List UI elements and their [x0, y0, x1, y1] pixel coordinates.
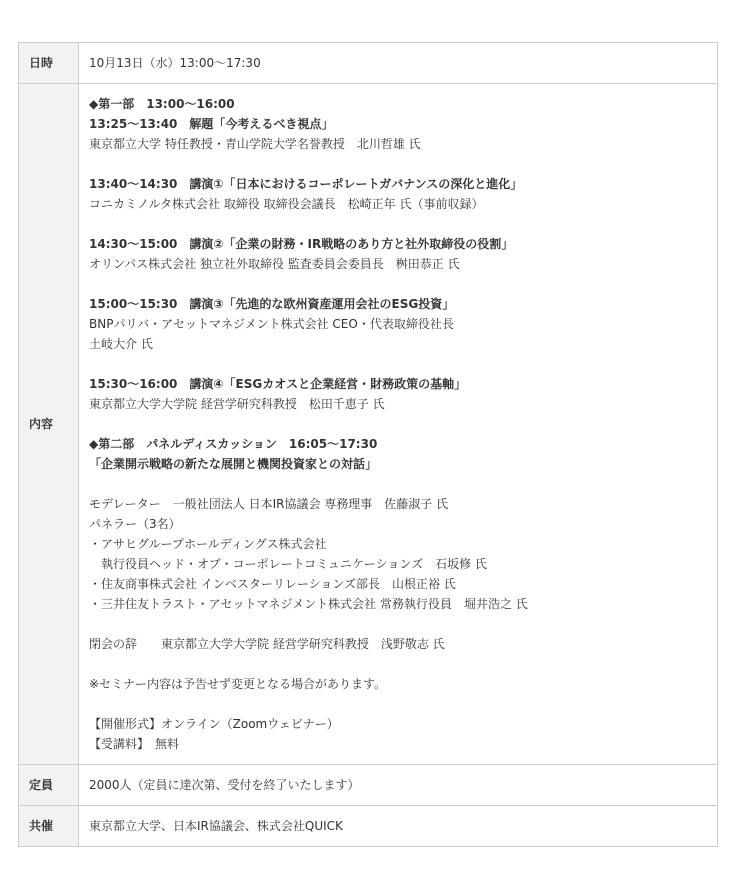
content-spacer	[89, 414, 717, 434]
datetime-value: 10月13日（水）13:00〜17:30	[79, 43, 718, 84]
content-body	[79, 84, 718, 765]
content-line: ・住友商事株式会社 インベスターリレーションズ部長 山根正裕 氏	[89, 577, 456, 591]
content-line: 14:30〜15:00 講演②「企業の財務・IR戦略のあり方と社外取締役の役割」	[89, 237, 514, 251]
host-value: 東京都立大学、日本IR協議会、株式会社QUICK	[79, 806, 718, 847]
content-line: 13:25〜13:40 解題「今考えるべき視点」	[89, 117, 334, 131]
content-line: 執行役員ヘッド・オブ・コーポレートコミュニケーションズ 石坂修 氏	[89, 557, 487, 571]
content-spacer	[89, 654, 717, 674]
content-line: ◆第一部 13:00〜16:00	[89, 97, 235, 111]
content-spacer	[89, 154, 717, 174]
content-line: 「企業開示戦略の新たな展開と機関投資家との対話」	[89, 457, 378, 471]
content-line: パネラー（3名）	[89, 517, 181, 531]
datetime-label: 日時	[19, 43, 79, 84]
content-line: 東京都立大学大学院 経営学研究科教授 松田千恵子 氏	[89, 397, 385, 411]
content-line: オリンパス株式会社 独立社外取締役 監査委員会委員長 桝田恭正 氏	[89, 257, 460, 271]
content-label: 内容	[19, 84, 79, 765]
datetime-row	[19, 43, 718, 84]
content-spacer	[89, 474, 717, 494]
content-line: 【開催形式】オンライン（Zoomウェビナー）	[89, 717, 339, 731]
content-line: 東京都立大学 特任教授・青山学院大学名誉教授 北川哲雄 氏	[89, 137, 421, 151]
content-spacer	[89, 274, 717, 294]
host-label: 共催	[19, 806, 79, 847]
capacity-label: 定員	[19, 765, 79, 806]
content-line: モデレーター 一般社団法人 日本IR協議会 専務理事 佐藤淑子 氏	[89, 497, 449, 511]
content-line: BNPパリバ・アセットマネジメント株式会社 CEO・代表取締役社長	[89, 317, 454, 331]
content-spacer	[89, 694, 717, 714]
content-line: 13:40〜14:30 講演①「日本におけるコーポレートガバナンスの深化と進化」	[89, 177, 523, 191]
content-line: 15:00〜15:30 講演③「先進的な欧州資産運用会社のESG投資」	[89, 297, 455, 311]
content-line: 15:30〜16:00 講演④「ESGカオスと企業経営・財務政策の基軸」	[89, 377, 467, 391]
content-line: ・三井住友トラスト・アセットマネジメント株式会社 常務執行役員 堀井浩之 氏	[89, 597, 528, 611]
content-line: ※セミナー内容は予告せず変更となる場合があります。	[89, 677, 387, 691]
content-row	[19, 84, 718, 765]
capacity-row	[19, 765, 718, 806]
seminar-info-table	[18, 42, 718, 847]
content-spacer	[89, 354, 717, 374]
content-line: ・アサヒグループホールディングス株式会社	[89, 537, 327, 551]
content-spacer	[89, 214, 717, 234]
content-line: 【受講料】 無料	[89, 737, 180, 751]
content-line: コニカミノルタ株式会社 取締役 取締役会議長 松崎正年 氏（事前収録）	[89, 197, 484, 211]
content-spacer	[89, 614, 717, 634]
content-line: 土岐大介 氏	[89, 337, 153, 351]
capacity-value: 2000人（定員に達次第、受付を終了いたします）	[79, 765, 718, 806]
host-row	[19, 806, 718, 847]
content-line: ◆第二部 パネルディスカッション 16:05〜17:30	[89, 437, 378, 451]
content-line: 閉会の辞 東京都立大学大学院 経営学研究科教授 浅野敬志 氏	[89, 637, 445, 651]
